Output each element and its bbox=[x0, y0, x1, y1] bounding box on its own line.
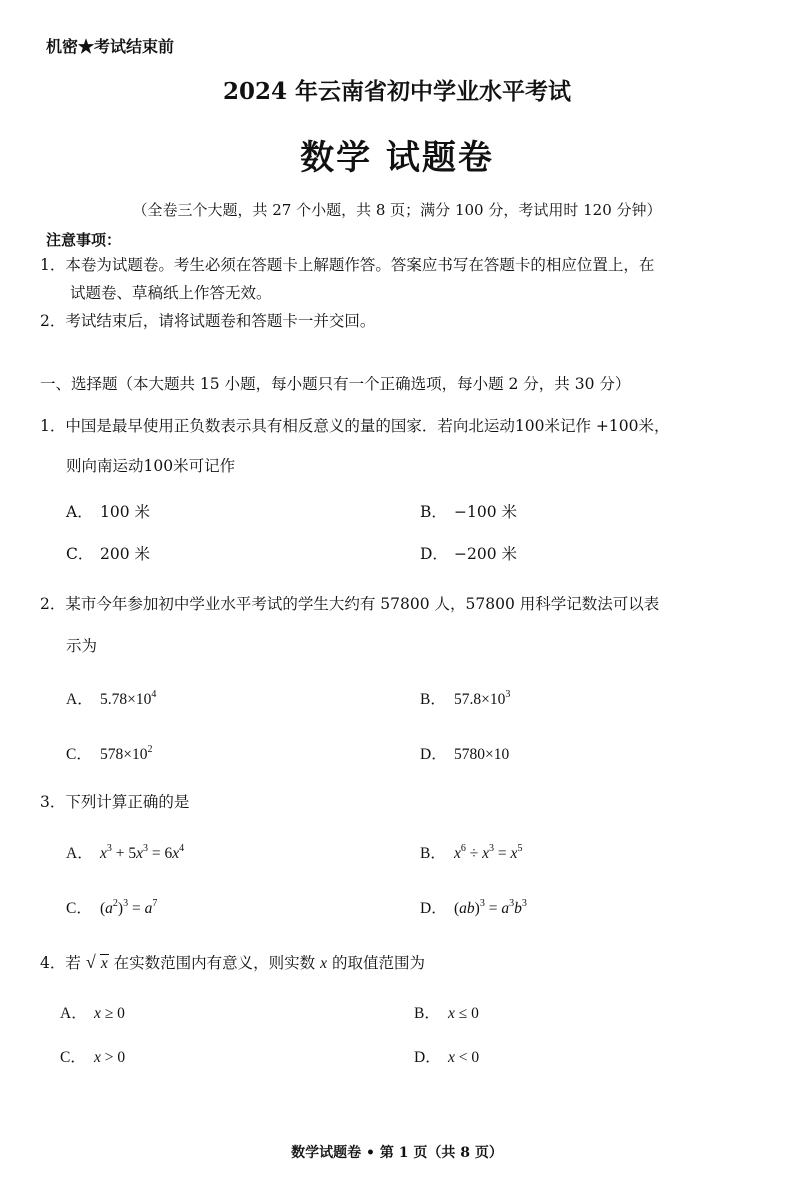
notice-item-1 bbox=[40, 253, 654, 275]
option-label: A． bbox=[66, 691, 93, 708]
option-label: D． bbox=[420, 900, 447, 917]
option-base: 578×10 bbox=[100, 746, 148, 763]
question-text: 某市今年参加初中学业水平考试的学生大约有 57800 人，57800 用科学记数法可以表 bbox=[65, 595, 660, 613]
section-title: 一、选择题（本大题共 15 小题，每小题只有一个正确选项，每小题 2 分，共 30 分） bbox=[40, 375, 631, 393]
option-text: −200 米 bbox=[454, 545, 517, 563]
q4-option-a bbox=[60, 1001, 125, 1023]
option-exponent: 2 bbox=[147, 744, 153, 755]
option-formula: x ≤ 0 bbox=[448, 1005, 479, 1022]
option-label: B． bbox=[420, 503, 447, 521]
confidential-label: 机密★考试结束前 bbox=[46, 37, 175, 56]
square-root bbox=[85, 952, 109, 973]
q1-option-c bbox=[66, 542, 150, 564]
notice-item-1-cont: 试题卷、草稿纸上作答无效。 bbox=[70, 284, 272, 302]
question-2-cont: 示为 bbox=[66, 637, 98, 655]
question-text-mid: 在实数范围内有意义，则实数 bbox=[113, 954, 316, 972]
option-label: C． bbox=[60, 1049, 86, 1066]
option-label: A． bbox=[66, 503, 93, 521]
option-formula: $x^3 + 5x^3 = 6x^4$ bbox=[100, 843, 185, 862]
notice-item-2 bbox=[40, 309, 375, 331]
option-label: B． bbox=[420, 691, 446, 708]
option-formula: x > 0 bbox=[94, 1049, 126, 1066]
option-label: D． bbox=[414, 1049, 441, 1066]
question-3 bbox=[40, 790, 189, 812]
option-label: A． bbox=[60, 1005, 87, 1022]
option-text: −100 米 bbox=[454, 503, 517, 521]
q4-option-c bbox=[60, 1045, 125, 1067]
q2-option-b bbox=[420, 687, 510, 709]
option-formula: $x^6 \div x^3 = x^5$ bbox=[454, 843, 523, 862]
q1-option-b bbox=[420, 500, 517, 522]
question-text-tail: 的取值范围为 bbox=[331, 954, 425, 972]
notice-item-text: 本卷为试题卷。考生必须在答题卡上解题作答。答案应书写在答题卡的相应位置上，在 bbox=[65, 256, 655, 274]
main-title: 数学 试题卷 bbox=[300, 138, 494, 178]
question-number: 3． bbox=[40, 793, 66, 811]
notice-item-number: 1． bbox=[40, 256, 66, 274]
question-text-pre: 若 bbox=[65, 954, 81, 972]
option-label: C． bbox=[66, 545, 94, 563]
option-base: 5.78×10 bbox=[100, 691, 152, 708]
option-formula: $(ab)^3 = a^3b^3$ bbox=[454, 898, 527, 917]
q3-option-d bbox=[420, 896, 527, 918]
q4-option-b bbox=[414, 1001, 479, 1023]
variable: x bbox=[320, 955, 327, 972]
q4-option-d bbox=[414, 1045, 479, 1067]
q1-option-a bbox=[66, 500, 150, 522]
question-4 bbox=[40, 951, 425, 973]
page-footer: 数学试题卷 • 第 1 页（共 8 页） bbox=[291, 1145, 503, 1161]
option-formula: $(a^2)^3 = a^7$ bbox=[100, 898, 158, 917]
option-label: B． bbox=[420, 845, 446, 862]
option-label: C． bbox=[66, 746, 92, 763]
notice-item-text: 考试结束后，请将试题卷和答题卡一并交回。 bbox=[65, 312, 376, 330]
radicand: x bbox=[100, 955, 108, 972]
question-number: 1． bbox=[40, 417, 66, 435]
option-label: D． bbox=[420, 545, 448, 563]
q2-option-a bbox=[66, 687, 156, 709]
exam-title: 2024 年云南省初中学业水平考试 bbox=[222, 78, 572, 105]
option-text: 5780×10 bbox=[454, 746, 510, 763]
option-formula: x ≥ 0 bbox=[94, 1005, 125, 1022]
question-text: 中国是最早使用正负数表示具有相反意义的量的国家．若向北运动100米记作 +100米， bbox=[65, 417, 670, 435]
notice-heading: 注意事项： bbox=[46, 231, 122, 249]
q2-option-c bbox=[66, 742, 153, 764]
option-formula: x < 0 bbox=[448, 1049, 480, 1066]
q1-option-d bbox=[420, 542, 517, 564]
q3-option-a bbox=[66, 841, 184, 863]
exam-subtitle: （全卷三个大题，共 27 个小题，共 8 页；满分 100 分，考试用时 120 分钟） bbox=[132, 201, 662, 219]
radical-sign-icon: √ bbox=[85, 952, 96, 972]
question-number: 2． bbox=[40, 595, 66, 613]
option-exponent: 4 bbox=[151, 689, 157, 700]
question-1 bbox=[40, 414, 669, 436]
q3-option-c bbox=[66, 896, 157, 918]
question-1-cont: 则向南运动100米可记作 bbox=[66, 457, 236, 475]
option-exponent: 3 bbox=[505, 689, 511, 700]
notice-item-number: 2． bbox=[40, 312, 66, 330]
option-text: 200 米 bbox=[100, 545, 151, 563]
option-label: D． bbox=[420, 746, 447, 763]
option-base: 57.8×10 bbox=[454, 691, 506, 708]
q2-option-d bbox=[420, 742, 509, 764]
question-number: 4． bbox=[40, 954, 66, 972]
option-label: B． bbox=[414, 1005, 440, 1022]
question-2 bbox=[40, 592, 659, 614]
q3-option-b bbox=[420, 841, 522, 863]
option-text: 100 米 bbox=[100, 503, 151, 521]
option-label: A． bbox=[66, 845, 93, 862]
option-label: C． bbox=[66, 900, 92, 917]
question-text: 下列计算正确的是 bbox=[65, 793, 190, 811]
